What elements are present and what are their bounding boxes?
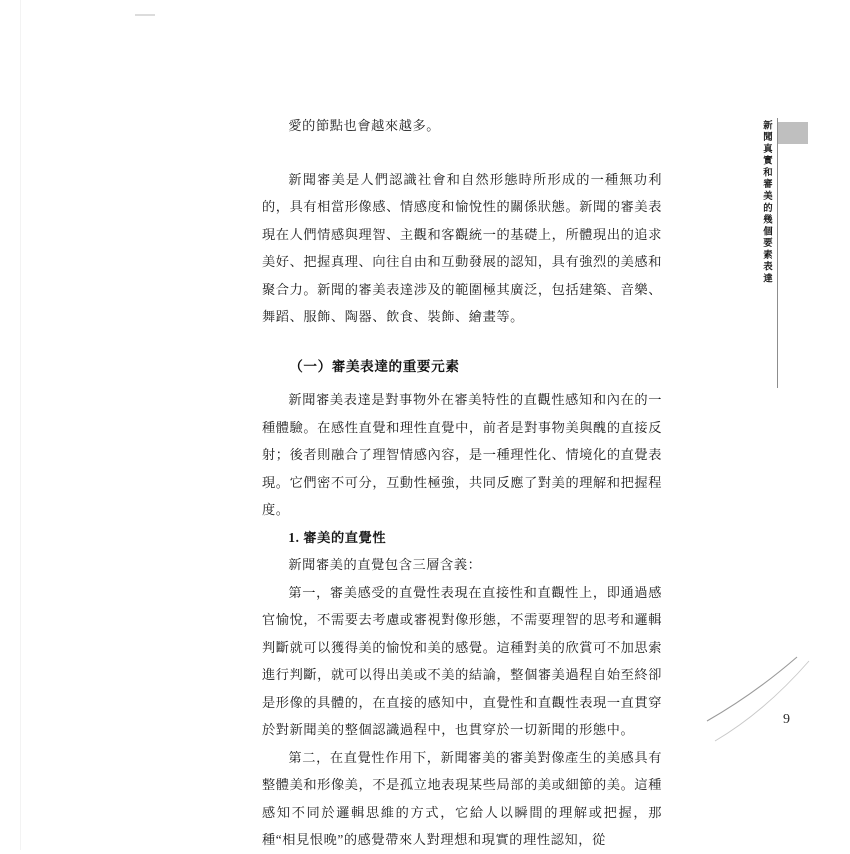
corner-decoration — [705, 655, 815, 765]
running-head-text: 新聞真實和審美的幾個要素表達 — [761, 120, 771, 286]
paragraph-three-meanings: 新聞審美的直覺包含三層含義： — [288, 557, 482, 572]
running-head-block — [778, 122, 808, 144]
subheading-intuition: 1. 審美的直覺性 — [288, 529, 387, 545]
paragraph-second-point: 第二，在直覺性作用下，新聞審美的審美對像產生的美感具有整體美和形像美，不是孤立地表現某些局部的美或細節的美。這種感知不同於邏輯思維的方式，它給人以瞬間的理解或把握，那種“相見恨晚”的感覺帶來人對理想和現實的理性認知，從 — [262, 749, 662, 847]
scan-edge-top-mark — [135, 14, 155, 16]
paragraph-expression-perception: 新聞審美表達是對事物外在審美特性的直觀性感知和內在的一種體驗。在感性直覺和理性直覺中，前者是對事物美與醜的直接反射；後者則融合了理智情感內容，是一種理性化、情境化的直覺表現。它們密不可分，互動性極強，共同反應了對美的理解和把握程度。 — [262, 392, 662, 517]
page-number: 9 — [783, 712, 790, 727]
section-heading-elements: （一）審美表達的重要元素 — [289, 358, 460, 374]
carryover-paragraph: 愛的節點也會越來越多。 — [288, 118, 441, 133]
paragraph-first-point: 第一，審美感受的直覺性表現在直接性和直觀性上，即通過感官愉悅，不需要去考慮或審視對像形態，不需要理智的思考和邏輯判斷就可以獲得美的愉悅和美的感覺。這種對美的欣賞可不加思索進行判斷，就可以得出美或不美的結論，整個審美過程自始至終卻是形像的具體的，在直接的感知中，直覺性和直觀性表現一直貫穿於對新聞美的整個認識過程中，也貫穿於一切新聞的形態中。 — [262, 584, 662, 737]
running-head-rule — [777, 118, 778, 388]
body-text-column — [262, 112, 662, 854]
scan-edge-left — [20, 0, 21, 850]
paragraph-aesthetics-definition: 新聞審美是人們認識社會和自然形態時所形成的一種無功利的，具有相當形像感、情感度和愉悅性的關係狀態。新聞的審美表現在人們情感與理智、主觀和客觀統一的基礎上，所體現出的追求美好、把握真理、向往自由和互動發展的認知，具有強烈的美感和聚合力。新聞的審美表達涉及的範圍極其廣泛，包括建築、音樂、舞蹈、服飾、陶器、飲食、裝飾、繪畫等。 — [262, 171, 662, 324]
